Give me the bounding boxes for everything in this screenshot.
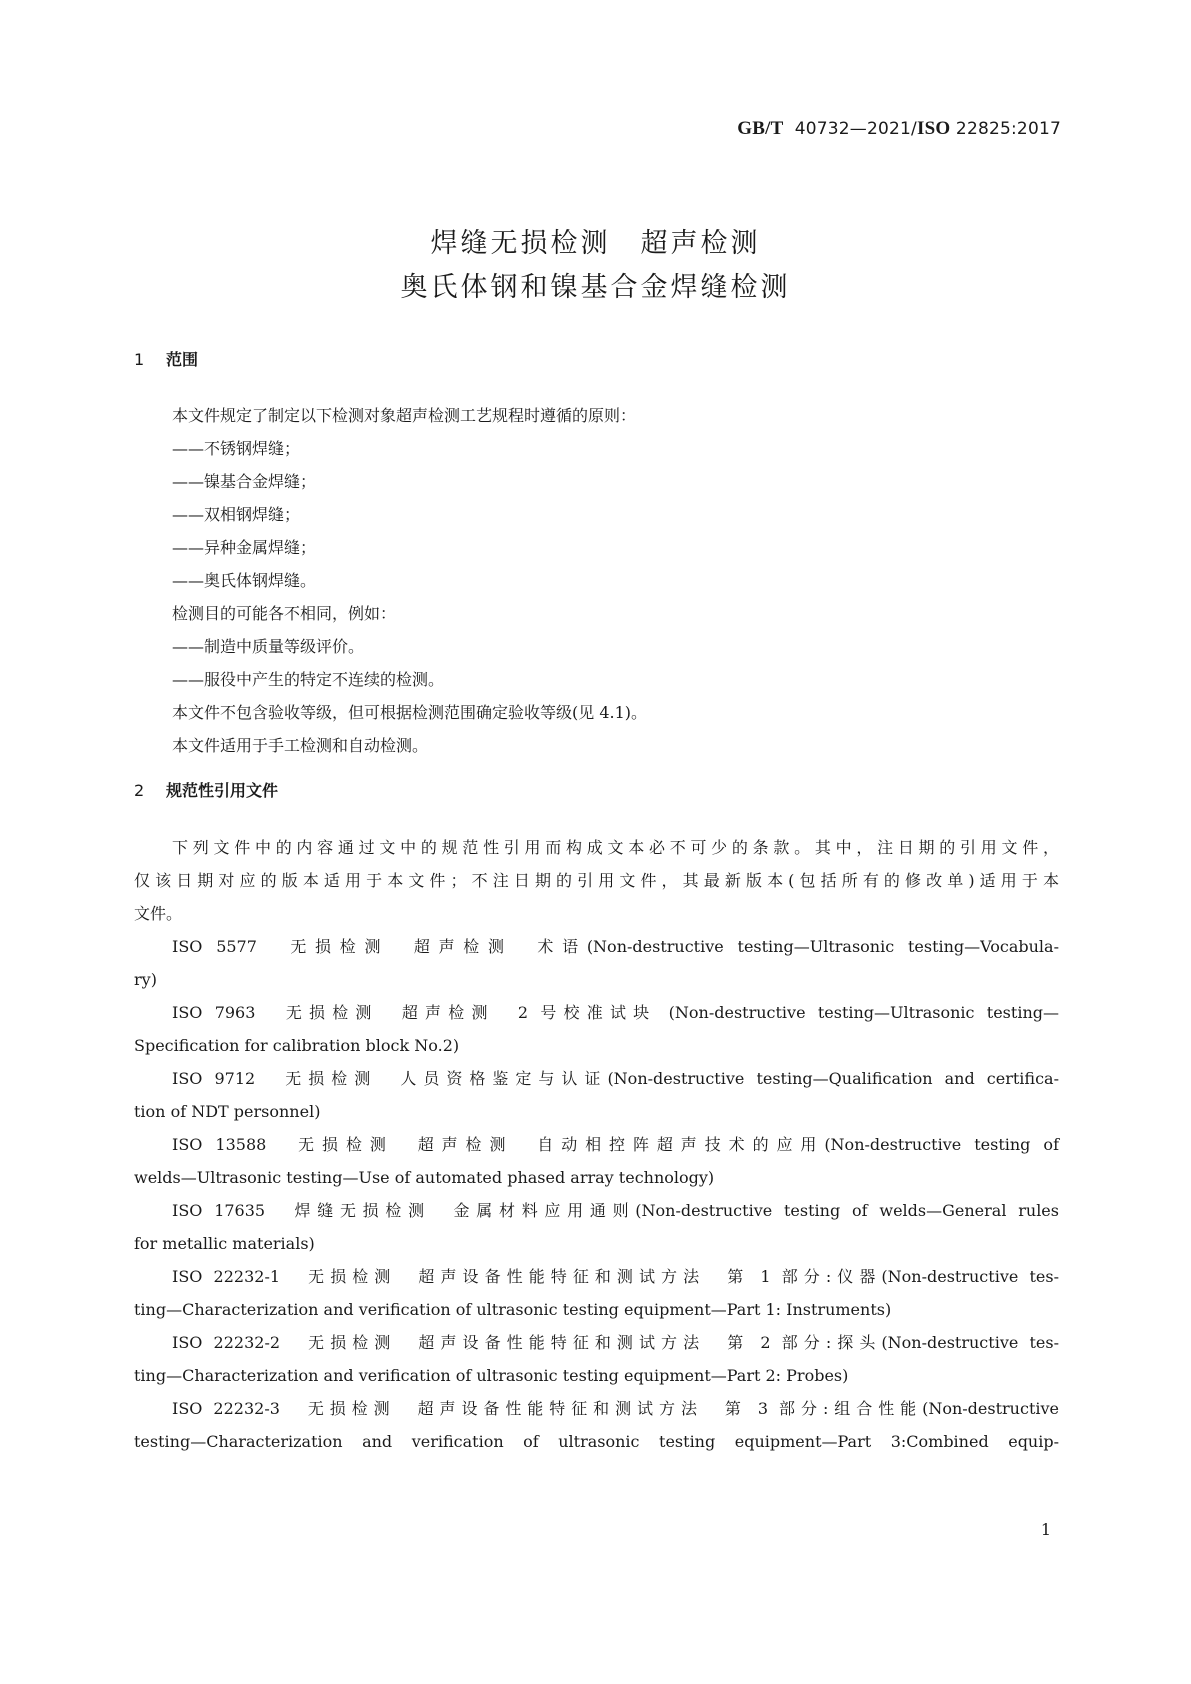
applicability-text: 本文件适用于手工检测和自动检测。 — [172, 736, 429, 755]
reference-line: welds—Ultrasonic testing—Use of automated phased array technology) — [134, 1168, 715, 1187]
section-1-heading — [134, 347, 198, 370]
document-title — [0, 222, 1191, 310]
scope-intro: 本文件规定了制定以下检测对象超声检测工艺规程时遵循的原则： — [172, 406, 637, 425]
reference-line: ting—Characterization and verification of ultrasonic testing equipment—Part 2: Probes) — [134, 1366, 849, 1385]
purpose-intro: 检测目的可能各不相同，例如： — [172, 604, 397, 623]
list-item: ——不锈钢焊缝； — [172, 439, 301, 458]
acceptance-text: 本文件不包含验收等级，但可根据检测范围确定验收等级(见 4.1)。 — [172, 703, 648, 722]
intro-line: 仅该日期对应的版本适用于本文件；不注日期的引用文件，其最新版本(包括所有的修改单)适用于本 — [134, 871, 1059, 890]
section-title: 范围 — [166, 350, 199, 369]
iso-number: 22825:2017 — [955, 119, 1061, 139]
reference-line: ISO 5577 无损检测 超声检测 术语(Non-destructive testing—Ultrasonic testing—Vocabula- — [172, 937, 1059, 956]
reference-line: ISO 17635 焊缝无损检测 金属材料应用通则(Non-destructive testing of welds—General rules — [172, 1201, 1059, 1220]
list-item: ——奥氏体钢焊缝。 — [172, 571, 317, 590]
section-2-heading — [134, 778, 278, 801]
reference-line: Specification for calibration block No.2) — [134, 1036, 460, 1055]
std-number: 40732—2021/ — [794, 119, 917, 139]
intro-line: 下列文件中的内容通过文中的规范性引用而构成文本必不可少的条款。其中，注日期的引用文件， — [172, 838, 1059, 857]
section-2-body — [134, 831, 1059, 1458]
section-number: 2 — [134, 781, 145, 800]
reference-line: ISO 13588 无损检测 超声检测 自动相控阵超声技术的应用(Non-destructive testing of — [172, 1135, 1059, 1154]
reference-line: ry) — [134, 970, 157, 989]
list-item: ——镍基合金焊缝； — [172, 472, 317, 491]
list-item: ——制造中质量等级评价。 — [172, 637, 365, 656]
reference-line: for metallic materials) — [134, 1234, 315, 1253]
reference-line: tion of NDT personnel) — [134, 1102, 321, 1121]
standard-code — [737, 118, 1061, 140]
title-line-2: 奥氏体钢和镍基合金焊缝检测 — [400, 272, 791, 303]
section-1-body — [134, 399, 1097, 762]
page-number: 1 — [1040, 1520, 1051, 1539]
intro-line: 文件。 — [134, 904, 183, 923]
reference-line: ISO 7963 无损检测 超声检测 2 号校准试块 (Non-destructive testing—Ultrasonic testing— — [172, 1003, 1059, 1022]
title-line-1: 焊缝无损检测 超声检测 — [430, 228, 761, 259]
list-item: ——服役中产生的特定不连续的检测。 — [172, 670, 445, 689]
section-number: 1 — [134, 350, 145, 369]
list-item: ——双相钢焊缝； — [172, 505, 301, 524]
std-prefix: GB/T — [737, 118, 784, 139]
reference-line: ISO 22232-2 无损检测 超声设备性能特征和测试方法 第 2 部分:探头(Non-destructive tes- — [172, 1333, 1059, 1352]
list-item: ——异种金属焊缝； — [172, 538, 317, 557]
reference-line: ting—Characterization and verification of ultrasonic testing equipment—Part 1: Instruments) — [134, 1300, 892, 1319]
reference-line: ISO 22232-3 无损检测 超声设备性能特征和测试方法 第 3 部分:组合性能(Non-destructive — [172, 1399, 1059, 1418]
reference-line: ISO 9712 无损检测 人员资格鉴定与认证(Non-destructive testing—Qualification and certifica- — [172, 1069, 1059, 1088]
iso-prefix: ISO — [916, 118, 951, 139]
section-title: 规范性引用文件 — [166, 781, 279, 800]
reference-line: testing—Characterization and verification of ultrasonic testing equipment—Part 3:Combined equip- — [134, 1432, 1059, 1451]
reference-line: ISO 22232-1 无损检测 超声设备性能特征和测试方法 第 1 部分:仪器(Non-destructive tes- — [172, 1267, 1059, 1286]
